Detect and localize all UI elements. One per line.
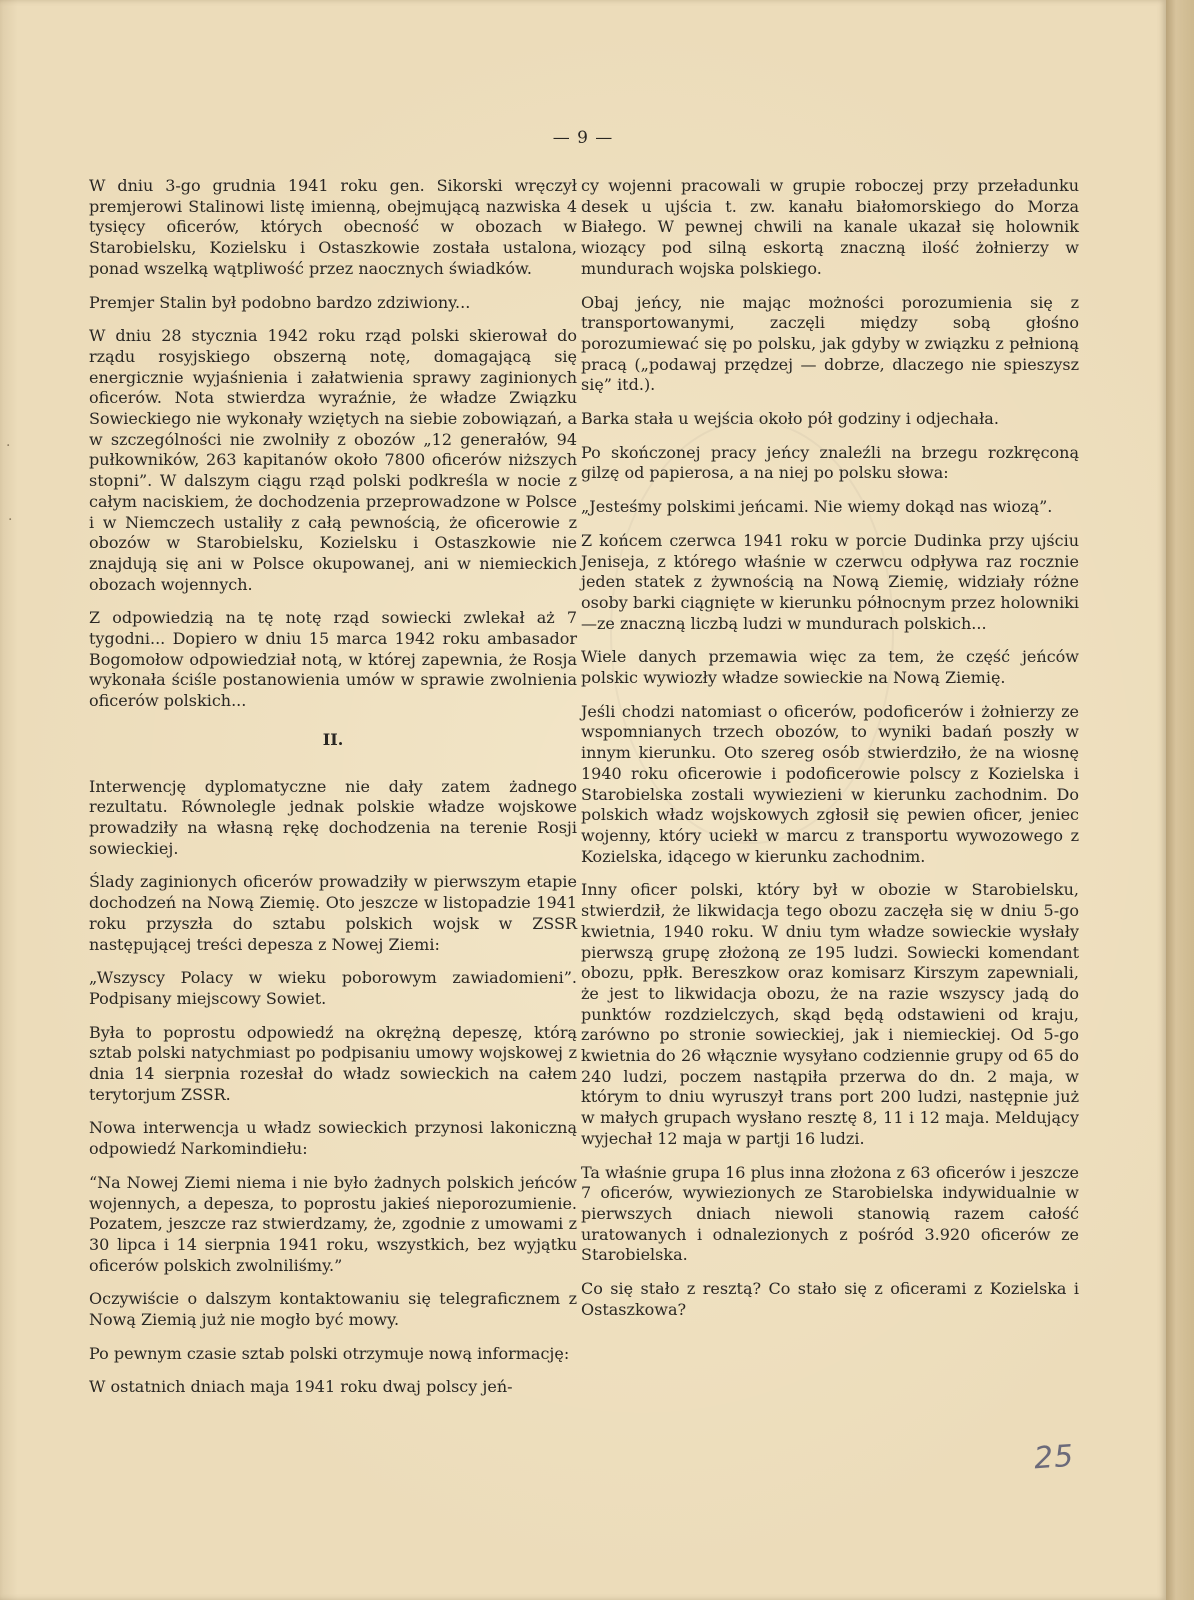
- paragraph: Wiele danych przemawia więc za tem, że część jeńców polskic wywiozły władze sowieckie na Nową Ziemię.: [581, 647, 1079, 688]
- paragraph: Ślady zaginionych oficerów prowadziły w pierwszym etapie dochodzeń na Nową Ziemię. Oto jeszcze w listopadzie 1941 roku przyszła do sztabu polskich wojsk w ZSSR następującej treści depesza z Nowej Ziemi:: [89, 872, 577, 954]
- margin-mark: ·: [6, 438, 11, 454]
- paragraph: W dniu 28 stycznia 1942 roku rząd polski skierował do rządu rosyjskiego obszerną notę, domagającą się energicznie wyjaśnienia i załatwienia sprawy zaginionych oficerów. Nota stwierdza wyraźnie, że władze Związku Sowieckiego nie wykonały wziętych na siebie zobowiązań, a w szczególności nie zwolniły z obozów „12 generałów, 94 pułkowników, 263 kapitanów około 7800 oficerów niższych stopni”. W dalszym ciągu rząd polski podkreśla w nocie z całym naciskiem, że dochodzenia przeprowadzone w Polsce i w Niemczech ustaliły z całą pewnością, że oficerowie z obozów w Starobielsku, Kozielsku i Ostaszkowie nie znajdują się ani w Polsce okupowanej, ani w niemieckich obozach wojennych.: [89, 326, 577, 594]
- paragraph: Interwencję dyplomatyczne nie dały zatem żadnego rezultatu. Równolegle jednak polskie władze wojskowe prowadziły na własną rękę dochodzenia na terenie Rosji sowieckiej.: [89, 776, 577, 858]
- paragraph: Inny oficer polski, który był w obozie w Starobielsku, stwierdził, że likwidacja tego obozu zaczęła się w dniu 5-go kwietnia, 1940 roku. W dniu tym władze sowieckie wysłały pierwszą grupę złożoną ze 195 ludzi. Sowiecki komendant obozu, ppłk. Bereszkow oraz komisarz Kirszym zapewniali, że jest to likwidacja obozu, że na razie wszyscy jadą do punktów rozdzielczych, skąd będą odstawieni od kraju, zarówno po stronie sowieckiej, jak i niemieckiej. Od 5-go kwietnia do 26 włącznie wysyłano codziennie grupy od 65 do 240 ludzi, poczem nastąpiła przerwa do dn. 2 maja, w którym to dniu wyruszył trans port 200 ludzi, następnie już w małych grupach wysłano resztę 8, 11 i 12 maja. Meldujący wyjechał 12 maja w partji 16 ludzi.: [581, 880, 1079, 1148]
- quoted-paragraph: „Jesteśmy polskimi jeńcami. Nie wiemy dokąd nas wiozą”.: [581, 497, 1053, 517]
- paragraph: Ta właśnie grupa 16 plus inna złożona z 63 oficerów i jeszcze 7 oficerów, wywiezionych ze Starobielska indywidualnie w pierwszych dniach niewoli stanowią razem całość uratowanych i odnalezionych z pośród 3.920 oficerów ze Starobielska.: [581, 1162, 1079, 1265]
- quoted-paragraph: “Na Nowej Ziemi niema i nie było żadnych polskich jeńców wojennych, a depesza, to poprostu jakieś nieporozumienie. Pozatem, jeszcze raz stwierdzamy, że, zgodnie z umowami z 30 lipca i 14 sierpnia 1941 roku, wszystkich, bez wyjątku oficerów polskich zwolniliśmy.”: [89, 1172, 577, 1275]
- section-heading: II.: [322, 729, 344, 749]
- margin-mark: ·: [8, 512, 13, 528]
- paragraph: Oczywiście o dalszym kontaktowaniu się telegraficznem z Nową Ziemią już nie mogło być mowy.: [89, 1289, 577, 1330]
- paragraph: cy wojenni pracowali w grupie roboczej przy przeładunku desek u ujścia t. zw. kanału białomorskiego do Morza Białego. W pewnej chwili na kanale ukazał się holownik wiozący pod silną eskortą znaczną ilość żołnierzy w mundurach wojska polskiego.: [581, 176, 1079, 278]
- paragraph: Jeśli chodzi natomiast o oficerów, podoficerów i żołnierzy ze wspomnianych trzech obozów, to wyniki badań poszły w innym kierunku. Oto szereg osób stwierdziło, że na wiosnę 1940 roku oficerowie i podoficerowie polscy z Kozielska i Starobielska zostali wywiezieni w kierunku zachodnim. Do polskich władz wojskowych zgłosił się pewien oficer, jeniec wojenny, który uciekł w marcu z transportu wywozowego z Kozielska, idącego w kierunku zachodnim.: [581, 701, 1079, 866]
- paragraph: Była to poprostu odpowiedź na okrężną depeszę, którą sztab polski natychmiast po podpisaniu umowy wojskowej z dnia 14 sierpnia rozesłał do władz sowieckich na całem terytorjum ZSSR.: [89, 1022, 577, 1104]
- paragraph: Z odpowiedzią na tę notę rząd sowiecki zwlekał aż 7 tygodni... Dopiero w dniu 15 marca 1942 roku ambasador Bogomołow odpowiedział notą, w której zapewnia, że Rosja wykonała ściśle postanowienia umów w sprawie zwolnienia oficerów polskich...: [89, 608, 577, 711]
- right-column: [581, 176, 1079, 1333]
- handwritten-page-number: 25: [1032, 1438, 1076, 1477]
- paragraph: Nowa interwencja u władz sowieckich przynosi lakoniczną odpowiedź Narkomindiełu:: [89, 1118, 577, 1159]
- quoted-paragraph: „Wszyscy Polacy w wieku poborowym zawiadomieni”. Podpisany miejscowy Sowiet.: [89, 968, 577, 1008]
- paragraph: Po pewnym czasie sztab polski otrzymuje nową informację:: [89, 1343, 570, 1363]
- paragraph: Barka stała u wejścia około pół godziny i odjechała.: [581, 409, 999, 429]
- paragraph: Obaj jeńcy, nie mając możności porozumienia się z transportowanymi, zaczęli między sobą głośno porozumiewać się po polsku, jak gdyby w związku z pełnioną pracą („podawaj przędzej — dobrze, dlaczego nie spieszysz się” itd.).: [581, 292, 1079, 395]
- left-column: [89, 176, 577, 1411]
- paragraph: Po skończonej pracy jeńcy znaleźli na brzegu rozkręconą gilzę od papierosa, a na niej po polsku słowa:: [581, 442, 1079, 483]
- page-number: — 9 —: [552, 128, 614, 148]
- paragraph: Premjer Stalin był podobno bardzo zdziwiony...: [89, 292, 471, 312]
- paragraph: W dniu 3-go grudnia 1941 roku gen. Sikorski wręczył premjerowi Stalinowi listę imienną, obejmującą nazwiska 4 tysięcy oficerów, których obecność w obozach w Starobielsku, Kozielsku i Ostaszkowie została ustalona, ponad wszelką wątpliwość przez naocznych świadków.: [89, 176, 577, 278]
- paragraph: W ostatnich dniach maja 1941 roku dwaj polscy jeń-: [89, 1377, 513, 1397]
- page-edge: [1166, 0, 1194, 1600]
- paragraph: Co się stało z resztą? Co stało się z oficerami z Kozielska i Ostaszkowa?: [581, 1279, 1079, 1319]
- paragraph: Z końcem czerwca 1941 roku w porcie Dudinka przy ujściu Jeniseja, z którego właśnie w czerwcu odpływa raz rocznie jeden statek z żywnością na Nową Ziemię, widziały różne osoby barki ciągnięte w kierunku północnym przez holowniki —ze znaczną liczbą ludzi w mundurach polskich...: [581, 530, 1079, 633]
